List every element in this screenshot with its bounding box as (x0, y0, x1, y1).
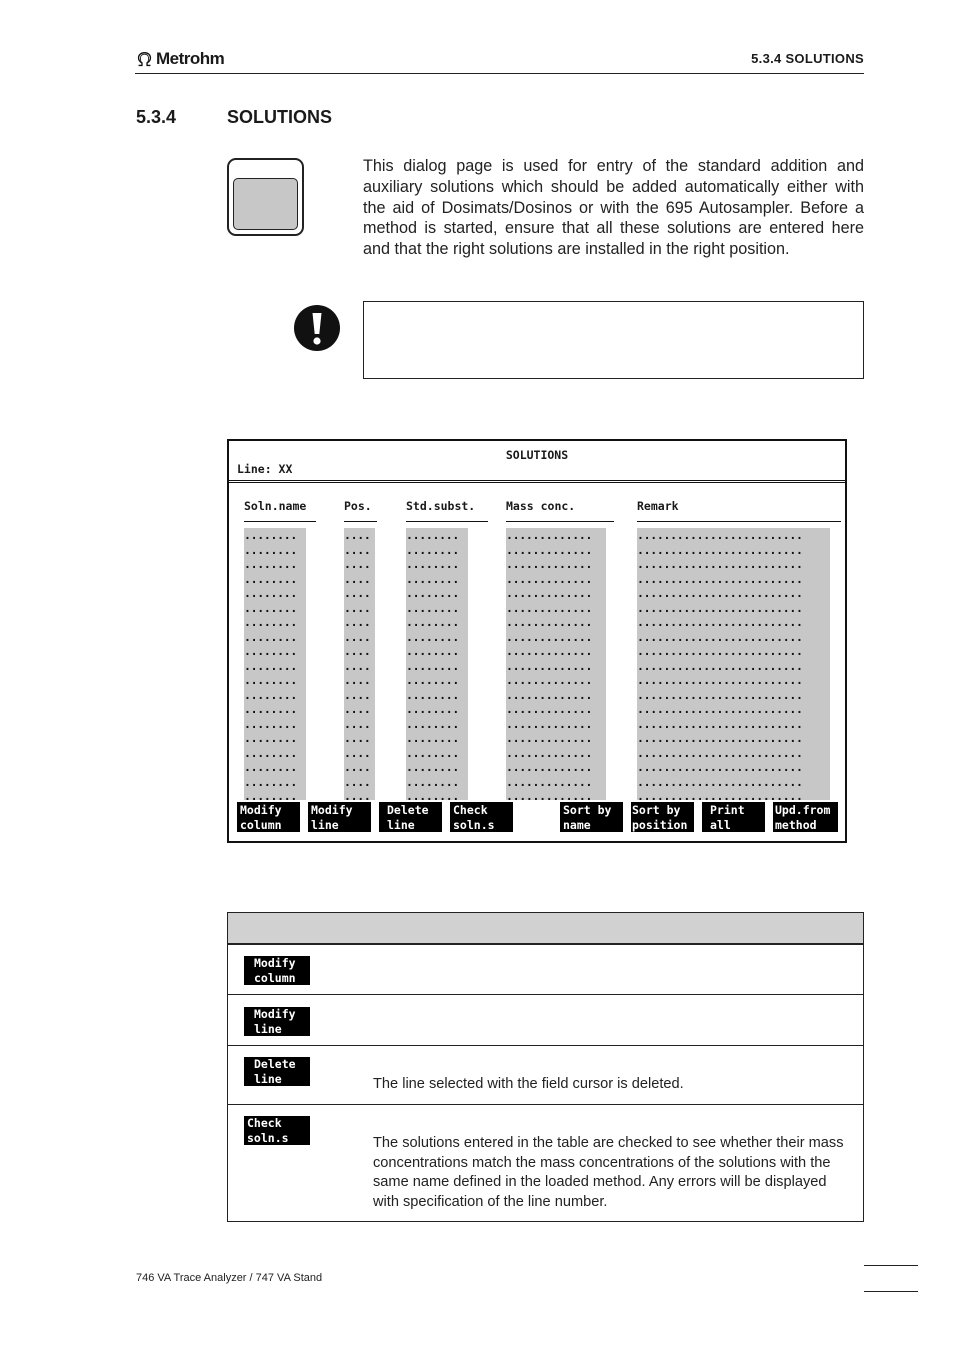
header-divider (135, 73, 864, 74)
column-header-mass-conc: Mass conc. (506, 499, 576, 513)
column-underline (406, 521, 488, 522)
remark-column[interactable]: ......................... ......................... ......................... ......................... ......................... ......................... ......................... ......................... ......................... ......................... ......................... ......................... ......................... ......................... ......................... ......................... ......................... ......................... ......................... (637, 528, 830, 800)
exclamation-icon (293, 304, 341, 352)
column-underline (244, 521, 316, 522)
pos-column[interactable]: .... .... .... .... .... .... .... .... .... .... .... .... .... .... .... .... .... .... .... (344, 528, 375, 800)
soln-name-column[interactable]: ........ ........ ........ ........ ........ ........ ........ ........ ........ ........ ........ ........ ........ ........ ........ ........ ........ ........ ........ (244, 528, 306, 800)
table-key-check-solns: Check soln.s (244, 1116, 310, 1145)
mass-conc-column[interactable]: ............. ............. ............. ............. ............. ............. ............. ............. ............. ............. ............. ............. ............. ............. ............. ............. ............. ............. ............. (506, 528, 606, 800)
table-row-divider (228, 1045, 863, 1046)
column-underline (637, 521, 841, 522)
brand-name: Metrohm (156, 49, 225, 68)
check-solns-softkey[interactable]: Check soln.s (450, 802, 513, 832)
section-number: 5.3.4 (136, 107, 177, 127)
key-icon (227, 158, 304, 236)
table-row-divider (228, 994, 863, 995)
screen-line-indicator: Line: XX (237, 462, 293, 476)
solutions-screen (227, 439, 847, 843)
modify-column-softkey[interactable]: Modify column (237, 802, 300, 832)
delete-line-softkey[interactable]: Delete line (379, 802, 442, 832)
table-desc-delete-line: The line selected with the field cursor is deleted. (373, 1076, 684, 1092)
table-desc-check-solns: The solutions entered in the table are checked to see whether their mass concentrations match the mass concentrations of the solutions with the same name defined in the loaded method. Any errors will be displayed with specification of the line number. (373, 1135, 844, 1210)
table-key-modify-column: Modify column (244, 956, 310, 985)
print-all-softkey[interactable]: Print all (702, 802, 765, 832)
column-underline (344, 521, 377, 522)
column-header-pos: Pos. (344, 499, 372, 513)
key-icon-face (233, 178, 298, 230)
table-row-divider (228, 1104, 863, 1105)
intro-paragraph: This dialog page is used for entry of the standard addition and auxiliary solutions which should be added automatically either with the aid of Dosimats/Dosinos or with the 695 Autosampler. Before a method is started, ensure that all these solutions are entered here and that the right solutions are installed in the right position. (363, 157, 864, 259)
column-underline (506, 521, 614, 522)
upd-from-method-softkey[interactable]: Upd.from method (773, 802, 838, 832)
column-header-remark: Remark (637, 499, 679, 513)
footer-product: 746 VA Trace Analyzer / 747 VA Stand (136, 1272, 323, 1284)
screen-title: SOLUTIONS (505, 448, 569, 462)
section-title: SOLUTIONS (227, 107, 333, 127)
warning-box (363, 301, 864, 379)
std-subst-column[interactable]: ........ ........ ........ ........ ........ ........ ........ ........ ........ ........ ........ ........ ........ ........ ........ ........ ........ ........ ........ (406, 528, 468, 800)
brand-logo (136, 49, 224, 69)
header-section-ref: 5.3.4 SOLUTIONS (751, 51, 864, 66)
softkey-table (227, 912, 864, 1222)
table-header (228, 913, 863, 945)
sort-by-position-softkey[interactable]: Sort by position (631, 802, 694, 832)
sort-by-name-softkey[interactable]: Sort by name (560, 802, 623, 832)
column-header-soln-name: Soln.name (244, 499, 307, 513)
column-header-std-subst: Std.subst. (406, 499, 476, 513)
omega-logo-icon (136, 51, 153, 68)
table-key-delete-line: Delete line (244, 1057, 310, 1086)
screen-separator (229, 480, 845, 483)
footer-rule (864, 1265, 918, 1266)
footer-rule (864, 1291, 918, 1292)
modify-line-softkey[interactable]: Modify line (308, 802, 371, 832)
table-key-modify-line: Modify line (244, 1007, 310, 1036)
